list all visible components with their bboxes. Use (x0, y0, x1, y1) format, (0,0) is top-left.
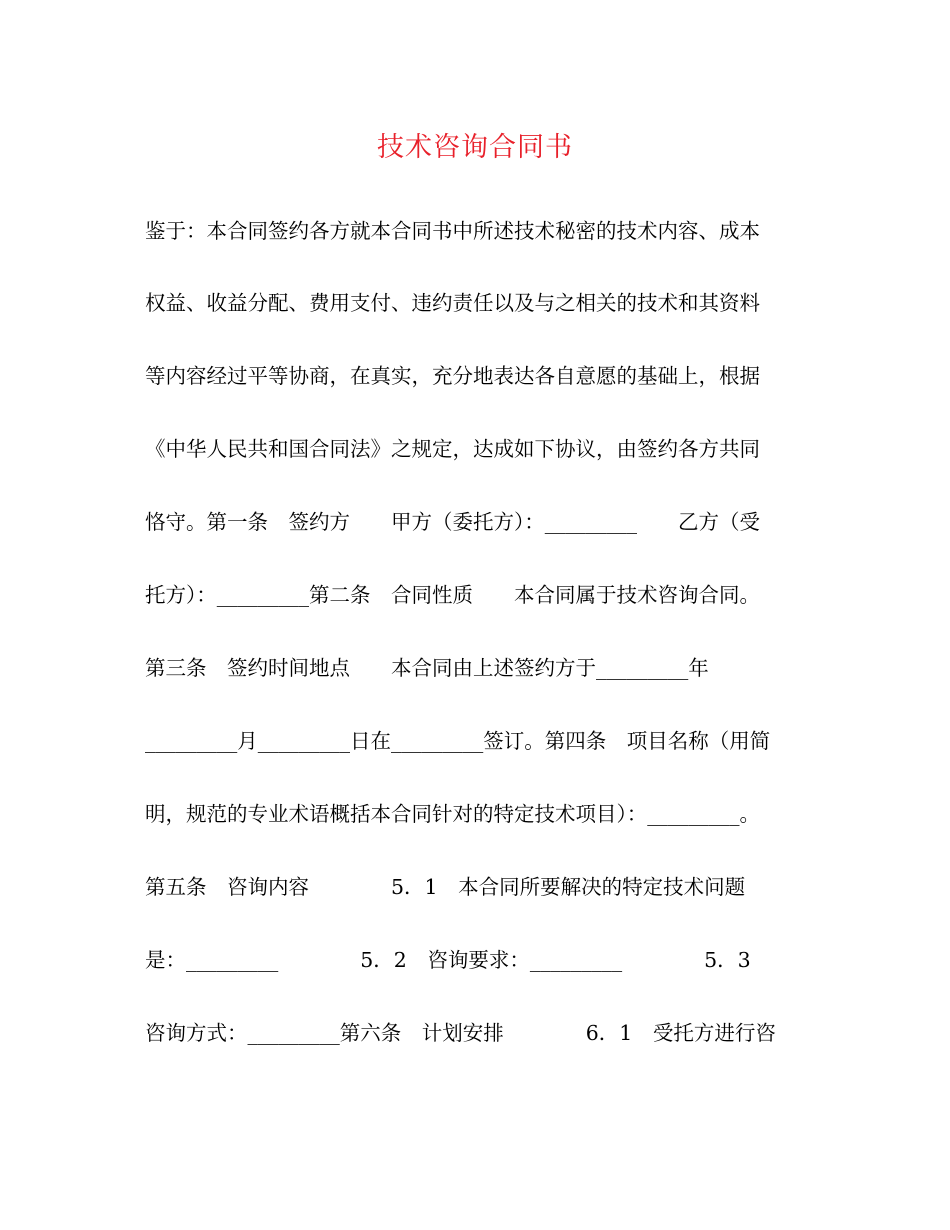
body-line-1: 鉴于：本合同签约各方就本合同书中所述技术秘密的技术内容、成本 (145, 219, 760, 243)
body-line-6: 托方）：_________第二条 合同性质 本合同属于技术咨询合同。 (145, 583, 760, 607)
body-line-12: 咨询方式：_________第六条 计划安排 6．1 受托方进行咨 (145, 1021, 776, 1045)
body-line-7: 第三条 签约时间地点 本合同由上述签约方于_________年 (145, 656, 709, 680)
body-line-2: 权益、收益分配、费用支付、违约责任以及与之相关的技术和其资料 (145, 291, 760, 315)
body-line-10: 第五条 咨询内容 5．1 本合同所要解决的特定技术问题 (145, 875, 746, 899)
body-line-5: 恪守。第一条 签约方 甲方（委托方）：_________ 乙方（受 (145, 510, 760, 534)
body-line-4: 《中华人民共和国合同法》之规定，达成如下协议，由签约各方共同 (145, 437, 760, 461)
document-title: 技术咨询合同书 (377, 132, 573, 163)
body-line-8: _________月_________日在_________签订。第四条 项目名称（用简 (145, 729, 771, 753)
body-line-11: 是：_________ 5．2 咨询要求：_________ 5．3 (145, 948, 751, 972)
body-line-9: 明，规范的专业术语概括本合同针对的特定技术项目）：_________。 (145, 802, 760, 826)
body-line-3: 等内容经过平等协商，在真实，充分地表达各自意愿的基础上，根据 (145, 364, 760, 388)
